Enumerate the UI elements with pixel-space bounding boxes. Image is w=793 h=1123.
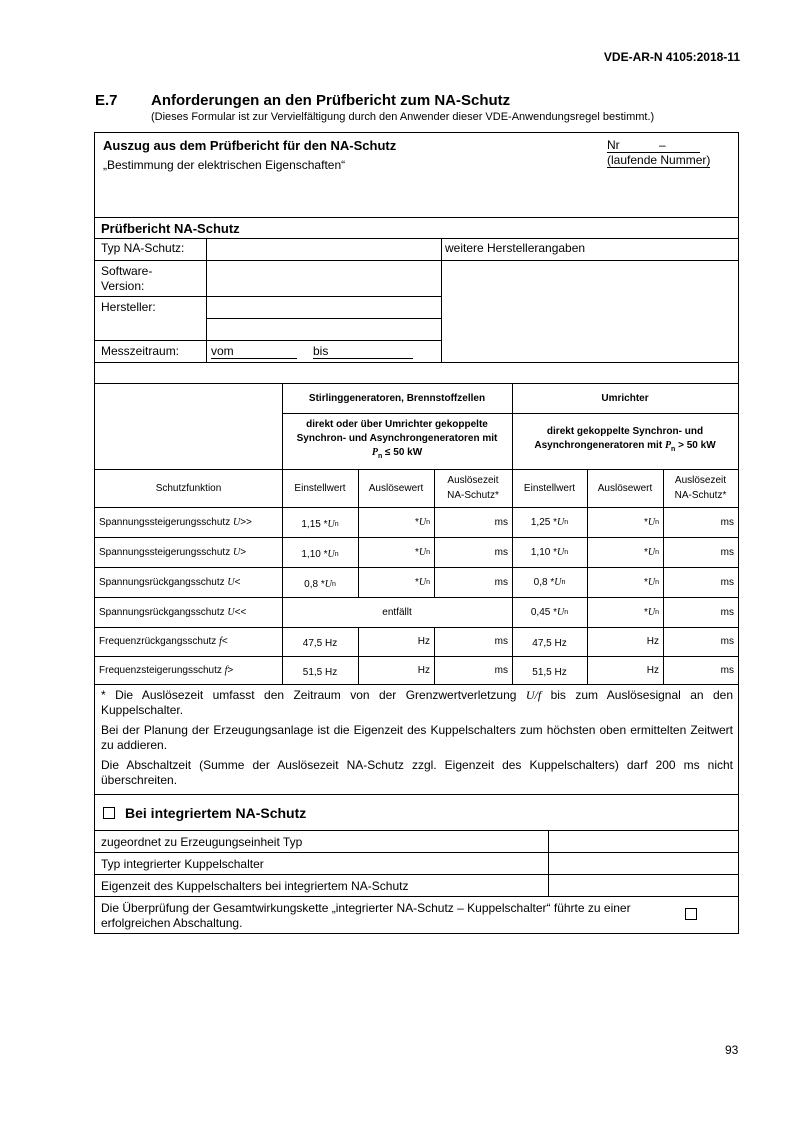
- note-abschaltzeit: Die Abschaltzeit (Summe der Auslösezeit NA-Schutz zzgl. Eigenzeit des Kuppelschalters) darf 200 ms nicht überschreiten.: [101, 758, 733, 787]
- unit-subscript: n: [334, 520, 339, 528]
- value-text: 1,25 *: [530, 516, 557, 528]
- g1-ausloesezeit-input[interactable]: ms: [494, 546, 508, 558]
- g2-ausloesezeit-input[interactable]: ms: [720, 636, 734, 647]
- row-label-text: Spannungssteigerungsschutz: [99, 546, 231, 558]
- group2-desc-text: Asynchrongeneratoren mit: [534, 440, 663, 451]
- vom-label: vom: [211, 344, 234, 358]
- unit-symbol: U: [647, 546, 656, 558]
- g2-ausloesezeit-input[interactable]: ms: [720, 664, 734, 676]
- g2-ausloesewert-input[interactable]: [587, 507, 663, 537]
- g2-einstellwert: [512, 658, 587, 686]
- g1-einstellwert: [282, 539, 358, 569]
- final-statement: Die Überprüfung der Gesamtwirkungskette „integrierter NA-Schutz – Kuppelschalter“ führte zu einer erfolgreichen Abschaltung.: [101, 901, 631, 930]
- nr-field[interactable]: [607, 138, 700, 152]
- row-operator: <<: [234, 606, 247, 618]
- hersteller-label: Hersteller:: [101, 300, 156, 314]
- row-label-3: [95, 597, 282, 627]
- page-number: 93: [725, 1043, 739, 1057]
- value-text: 1,15 *: [301, 518, 328, 530]
- value-text: *: [643, 576, 648, 588]
- unit-subscript: n: [564, 608, 569, 616]
- nr-label: Nr: [607, 138, 620, 152]
- unit-symbol: U: [327, 518, 335, 530]
- value-text: *: [414, 576, 419, 588]
- value-text: Hz: [646, 636, 659, 647]
- eigenzeit-input[interactable]: [549, 875, 737, 895]
- g1-ausloesewert-input[interactable]: [358, 567, 434, 597]
- g1-ausloesewert-input[interactable]: [358, 537, 434, 567]
- unit-symbol: U: [557, 546, 565, 558]
- pn-subscript: n: [671, 446, 676, 453]
- col-zeit-line1: Auslösezeit: [447, 475, 499, 486]
- typ-label: Typ NA-Schutz:: [101, 241, 185, 255]
- unit-symbol: U: [327, 548, 335, 560]
- value-text: 51,5 Hz: [532, 666, 567, 678]
- g1-einstellwert: [282, 629, 358, 658]
- row-label-text: Spannungsrückgangsschutz: [99, 606, 225, 618]
- col-ausloesezeit-g2: [663, 469, 738, 507]
- row-eigenzeit-label: Eigenzeit des Kuppelschalters bei integriertem NA-Schutz: [101, 879, 409, 893]
- row-operator: <: [234, 576, 241, 588]
- group2-description: [512, 413, 738, 469]
- unit-subscript: n: [334, 550, 339, 558]
- group1-desc-limit: ≤ 50 kW: [385, 447, 423, 458]
- g2-ausloesezeit-input[interactable]: ms: [720, 606, 734, 618]
- note1-text-a: * Die Auslösezeit umfasst den Zeitraum von der Grenzwertverletzung: [101, 688, 526, 702]
- messzeitraum-label: Messzeitraum:: [101, 344, 180, 358]
- row-label-4: [95, 627, 282, 656]
- col-zeit-line2: NA-Schutz*: [447, 490, 499, 501]
- row-label-5: [95, 656, 282, 684]
- g2-ausloesewert-input[interactable]: [587, 656, 663, 684]
- g2-ausloesezeit-input[interactable]: ms: [720, 576, 734, 588]
- row-symbol: U: [232, 516, 241, 528]
- laufende-nummer: (laufende Nummer): [607, 153, 711, 167]
- section-title: Anforderungen an den Prüfbericht zum NA-Schutz: [151, 92, 511, 109]
- g1-entfaellt: entfällt: [382, 606, 412, 618]
- note1-text-b: bis zum Auslösesignal an den Kuppelschalter.: [101, 688, 733, 717]
- pn-symbol: P: [371, 447, 378, 458]
- unit-symbol: U: [647, 606, 656, 618]
- hersteller-input-1[interactable]: [207, 297, 440, 318]
- col-zeit-line1: Auslösezeit: [674, 475, 727, 486]
- weitere-herstellerangaben: weitere Herstellerangaben: [445, 241, 586, 255]
- typ-input[interactable]: [207, 239, 440, 260]
- g2-ausloesewert-input[interactable]: [587, 597, 663, 627]
- row-operator: >: [240, 546, 247, 558]
- unit-subscript: n: [426, 548, 430, 556]
- value-text: 0,45 *: [530, 606, 557, 618]
- row-operator: >>: [240, 516, 252, 528]
- g2-ausloesewert-input[interactable]: [587, 567, 663, 597]
- value-text: 51,5 Hz: [302, 666, 338, 678]
- unit-subscript: n: [426, 578, 430, 586]
- hersteller-input-2[interactable]: [207, 319, 440, 340]
- value-text: *: [643, 516, 648, 528]
- unit-subscript: n: [655, 578, 659, 586]
- report-title: Prüfbericht NA-Schutz: [101, 221, 240, 236]
- note-eigenzeit: Bei der Planung der Erzeugungsanlage ist die Eigenzeit des Kuppelschalters zum höchsten oben ermittelten Zeitwert zu addieren.: [101, 723, 733, 752]
- col-ausloesezeit-g1: [434, 469, 512, 507]
- group1-desc-line1: direkt oder über Umrichter gekoppelte: [306, 419, 488, 430]
- software-label: Software-Version:: [101, 264, 153, 293]
- value-text: 0,8 *: [533, 576, 555, 588]
- bis-field[interactable]: [313, 344, 413, 359]
- value-text: 1,10 *: [301, 548, 328, 560]
- row-symbol: f: [224, 664, 228, 676]
- nr-dash: –: [659, 138, 666, 152]
- bis-label: bis: [313, 344, 329, 358]
- row-label-text: Frequenzsteigerungsschutz: [99, 664, 222, 676]
- g1-ausloesezeit-input[interactable]: ms: [494, 516, 508, 528]
- g1-einstellwert: [282, 509, 358, 539]
- row-label-text: Spannungsrückgangsschutz: [99, 576, 225, 588]
- g1-ausloesewert-input[interactable]: [358, 507, 434, 537]
- value-text: *: [643, 606, 648, 618]
- unit-subscript: n: [331, 580, 336, 588]
- row-symbol: U: [227, 576, 235, 588]
- row-operator: >: [227, 664, 234, 676]
- group1-desc-line3: [372, 446, 422, 464]
- value-text: *: [414, 546, 419, 558]
- unit-subscript: n: [655, 548, 659, 556]
- vom-field[interactable]: [211, 344, 297, 359]
- value-text: *: [414, 516, 419, 528]
- unit-symbol: U: [418, 516, 427, 528]
- row-label-1: [95, 537, 282, 567]
- group1-title: Stirlinggeneratoren, Brennstoffzellen: [308, 392, 486, 404]
- extract-title: Auszug aus dem Prüfbericht für den NA-Schutz: [103, 138, 397, 153]
- group1-desc-line2: Synchron- und Asynchrongeneratoren mit: [296, 433, 498, 444]
- g1-einstellwert: [282, 569, 358, 599]
- g2-einstellwert: [512, 567, 587, 597]
- row-label-2: [95, 567, 282, 597]
- row-kuppelschalter-label: Typ integrierter Kuppelschalter: [101, 857, 264, 871]
- unit-subscript: n: [426, 518, 430, 526]
- form-frame: [94, 132, 739, 934]
- row-symbol: U: [232, 546, 241, 558]
- unit-subscript: n: [564, 518, 569, 526]
- software-input[interactable]: [207, 261, 440, 296]
- kuppelschalter-input[interactable]: [549, 853, 737, 873]
- integrated-checkbox[interactable]: [103, 807, 115, 819]
- col-ausloesewert-g1: Auslösewert: [368, 482, 424, 494]
- unit-symbol: U: [324, 578, 332, 590]
- g2-ausloesewert-input[interactable]: [587, 537, 663, 567]
- g1-einstellwert: [282, 658, 358, 686]
- g2-einstellwert: [512, 537, 587, 567]
- pn-symbol: P: [664, 440, 672, 451]
- g2-ausloesewert-input[interactable]: [587, 627, 663, 656]
- unit-subscript: n: [561, 578, 566, 586]
- value-text: Hz: [417, 636, 430, 647]
- erzeugungseinheit-input[interactable]: [549, 831, 737, 851]
- unit-symbol: U: [418, 576, 427, 588]
- g2-ausloesezeit-input[interactable]: ms: [720, 516, 734, 528]
- unit-symbol: U: [647, 576, 656, 588]
- col-einstellwert-g1: Einstellwert: [294, 482, 346, 494]
- value-text: *: [643, 546, 648, 558]
- g1-ausloesezeit-input[interactable]: ms: [494, 576, 508, 588]
- col-zeit-line2: NA-Schutz*: [674, 490, 727, 501]
- g1-ausloesezeit-input[interactable]: ms: [494, 636, 508, 647]
- g2-einstellwert: [512, 597, 587, 627]
- row-symbol: U: [227, 606, 235, 618]
- integrated-title: Bei integriertem NA-Schutz: [125, 805, 307, 821]
- row-operator: <: [221, 636, 228, 647]
- unit-subscript: n: [655, 608, 659, 616]
- extract-subtitle: „Bestimmung der elektrischen Eigenschaften“: [103, 158, 346, 172]
- pn-subscript: n: [377, 453, 383, 460]
- unit-subscript: n: [564, 548, 569, 556]
- unit-symbol: U: [554, 576, 562, 588]
- unit-subscript: n: [655, 518, 659, 526]
- unit-symbol: U: [557, 516, 565, 528]
- document-code: VDE-AR-N 4105:2018-11: [603, 50, 740, 64]
- value-text: 47,5 Hz: [532, 638, 567, 649]
- note1-symbol: U/f: [525, 688, 542, 702]
- col-ausloesewert-g2: Auslösewert: [597, 482, 653, 494]
- group2-desc-line2: [534, 439, 715, 457]
- value-text: 0,8 *: [304, 578, 325, 590]
- row-label-text: Frequenzrückgangsschutz: [99, 636, 217, 647]
- section-subtitle: (Dieses Formular ist zur Vervielfältigung durch den Anwender dieser VDE-Anwendungsregel bestimmt.): [151, 111, 655, 123]
- g1-ausloesewert-input[interactable]: [358, 656, 434, 684]
- group2-desc-limit: > 50 kW: [678, 440, 716, 451]
- col-schutzfunktion: Schutzfunktion: [155, 482, 222, 494]
- row-symbol: f: [219, 636, 222, 647]
- section-number: E.7: [95, 92, 118, 109]
- value-text: 47,5 Hz: [302, 638, 338, 649]
- g1-ausloesewert-input[interactable]: [358, 627, 434, 656]
- group2-title: Umrichter: [601, 392, 649, 404]
- final-checkbox[interactable]: [685, 908, 697, 920]
- unit-symbol: U: [647, 516, 656, 528]
- unit-symbol: U: [418, 546, 427, 558]
- note-ausloesezeit: [101, 688, 733, 718]
- unit-symbol: U: [557, 606, 565, 618]
- value-text: 1,10 *: [530, 546, 557, 558]
- g1-ausloesezeit-input[interactable]: ms: [494, 664, 508, 676]
- g2-einstellwert: [512, 629, 587, 658]
- value-text: Hz: [417, 664, 430, 676]
- group1-description: [282, 413, 512, 469]
- group2-desc-line1: direkt gekoppelte Synchron- und: [546, 426, 704, 437]
- row-label-0: [95, 507, 282, 537]
- measurement-table: [95, 383, 738, 684]
- g2-ausloesezeit-input[interactable]: ms: [720, 546, 734, 558]
- col-einstellwert-g2: Einstellwert: [523, 482, 576, 494]
- row-erzeugungseinheit-label: zugeordnet zu Erzeugungseinheit Typ: [101, 835, 303, 849]
- row-label-text: Spannungssteigerungsschutz: [99, 516, 231, 528]
- value-text: Hz: [646, 664, 659, 676]
- g2-einstellwert: [512, 507, 587, 537]
